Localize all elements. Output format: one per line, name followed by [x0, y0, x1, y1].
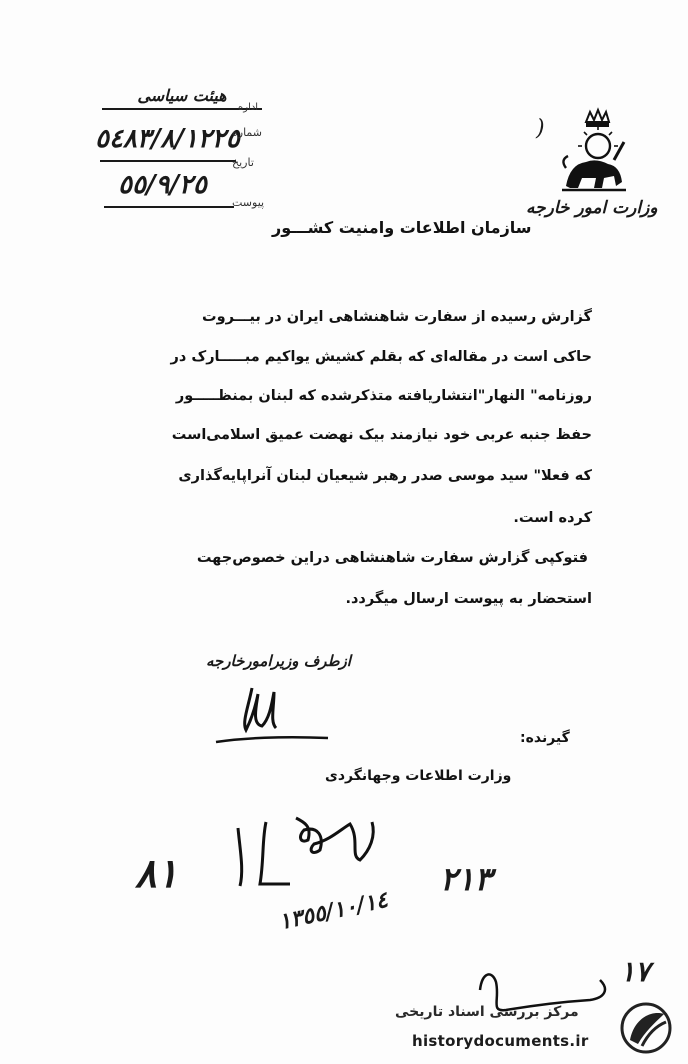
archive-logo-icon — [616, 1000, 676, 1056]
lion-sun-emblem-icon — [556, 108, 632, 196]
attachment-label: پیوست — [232, 196, 265, 209]
watermark-url: historydocuments.ir — [412, 1032, 589, 1050]
paragraph-2-line-1: فتوکپی گزارش سفارت شاهنشاهی دراین خصوص‌جهت — [196, 550, 588, 566]
paragraph-1-line-5: که فعلا" سید موسی صدر رهبر شیعیان لبنان آنراپایه‌گذاری — [178, 468, 592, 484]
handwritten-mark: ( — [536, 116, 545, 141]
handwritten-number-81: ٨١ — [135, 850, 178, 897]
paragraph-1-line-1: گزارش رسیده از سفارت شاهنشاهی ایران در بیـــروت — [202, 309, 592, 325]
handwritten-number-212: ٢١٣ — [440, 860, 492, 898]
department-field: هیئت سیاسی — [137, 86, 227, 105]
handwritten-date: ١٣٥٥/١٠/١٤ — [276, 886, 391, 936]
ministry-name: وزارت امور خارجه — [526, 198, 658, 218]
recipient-organization: سازمان اطلاعات وامنیت کشـــور — [272, 218, 532, 237]
signature-scribble-icon — [212, 678, 332, 758]
department-label: اداره — [238, 102, 259, 113]
letter-number: ٥٤٨٣/٨/١٢٢٥ — [95, 124, 240, 154]
paragraph-1-line-3: روزنامه" النهار"انتشاریافته متذکرشده که لبنان بمنظـــــور — [175, 388, 592, 404]
paragraph-1-line-6: کرده است. — [513, 510, 592, 526]
watermark-name: مرکز بررسی اسناد تاریخی — [395, 1004, 579, 1020]
paragraph-1-line-4: حفظ جنبه عربی خود نیازمند بیک نهضت عمیق اسلامی‌است — [171, 427, 592, 443]
signature-title: ازطرف وزیرامورخارجه — [206, 652, 351, 670]
number-label: شماره — [232, 126, 263, 139]
paragraph-1-line-2: حاکی است در مقاله‌ای که بقلم کشیش یواکیم مبـــــارک در — [170, 349, 592, 365]
paragraph-2-line-2: استحضار به پیوست ارسال میگردد. — [345, 591, 592, 607]
handwritten-corner-number: ١٧ — [620, 955, 651, 988]
recipient-line: وزارت اطلاعات وجهانگردی — [325, 768, 512, 784]
date-label: تاریخ — [232, 156, 254, 169]
date-underline — [104, 206, 234, 208]
letter-date: ٥٥/٩/٢٥ — [118, 170, 207, 200]
recipients-label: گیرنده: — [520, 730, 570, 746]
number-underline — [100, 160, 236, 162]
